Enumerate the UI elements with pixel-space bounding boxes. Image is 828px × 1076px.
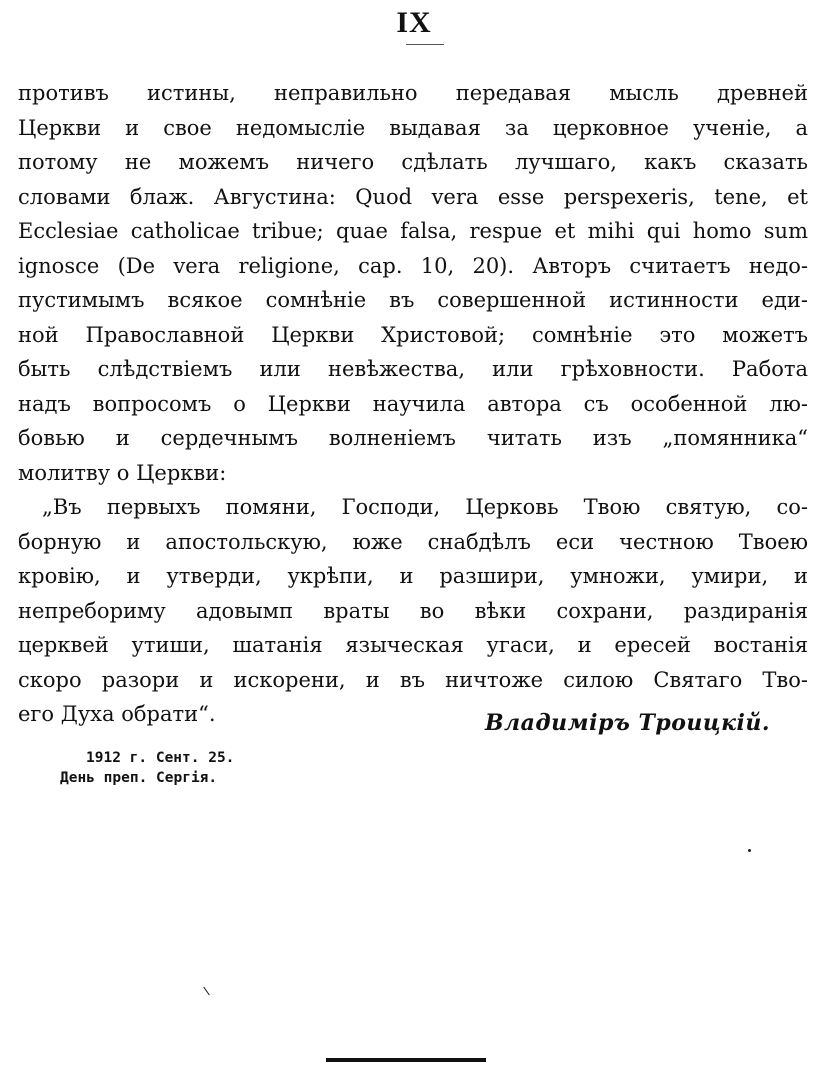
text-line: молитву о Церкви: — [18, 460, 227, 485]
body-text — [18, 76, 808, 732]
prayer-line: церквей утиши, шатанiя языческая угаси, и ересей востанiя — [18, 633, 808, 657]
dateline — [60, 748, 234, 788]
date: 1912 г. Сент. 25. — [86, 750, 235, 766]
text-line: ной Православной Церкви Христовой; сомнѣнiе это можетъ — [18, 322, 808, 347]
author-signature: Владимiръ Троицкiй. — [484, 710, 770, 736]
prayer-line: „Въ первыхъ помяни, Господи, Церковь Твою святую, со- — [42, 495, 808, 519]
ink-speck — [748, 849, 751, 852]
text-line: противъ истины, неправильно передавая мысль древней — [18, 81, 808, 105]
prayer-line: борную и апостольскую, юже снабдѣлъ еси честною Твоею — [18, 529, 808, 554]
text-line: словами блаж. Августина: Quod vera esse perspexeris, tene, et — [18, 184, 808, 209]
text-line: Церкви и свое недомыслiе выдавая за церковное ученiе, а — [18, 115, 808, 140]
text-line: надъ вопросомъ о Церкви научила автора съ особенной лю- — [18, 391, 808, 416]
feast-day: День преп. Сергiя. — [60, 770, 218, 786]
text-line: пустимымъ всякое сомнѣнiе въ совершенной истинности еди- — [18, 288, 808, 312]
prayer-line: кровiю, и утверди, укрѣпи, и разшири, умножи, умири, и — [18, 564, 808, 588]
bottom-rule — [326, 1058, 486, 1062]
text-line: быть слѣдствiемъ или невѣжества, или грѣховности. Работа — [18, 357, 808, 381]
prayer-line: скоро разори и искорени, и въ ничтоже силою Святаго Тво- — [18, 667, 808, 692]
page-number-rule — [406, 44, 444, 45]
prayer-line: непребориму адовымп враты во вѣки сохрани, раздиранiя — [18, 598, 808, 623]
prayer-line: его Духа обрати“. — [18, 702, 216, 726]
page-number: IX — [396, 6, 432, 39]
text-line: бовью и сердечнымъ волненiемъ читать изъ „помянника“ — [18, 426, 808, 450]
text-line: потому не можемъ ничего сдѣлать лучшаго, какъ сказать — [18, 150, 808, 174]
ink-speck — [203, 987, 210, 996]
text-line: Ecclesiae catholicae tribue; quae falsa, respue et mihi qui homo sum — [18, 219, 808, 243]
text-line: ignosce (De vera religione, cap. 10, 20). Авторъ считаетъ недо- — [18, 253, 808, 278]
